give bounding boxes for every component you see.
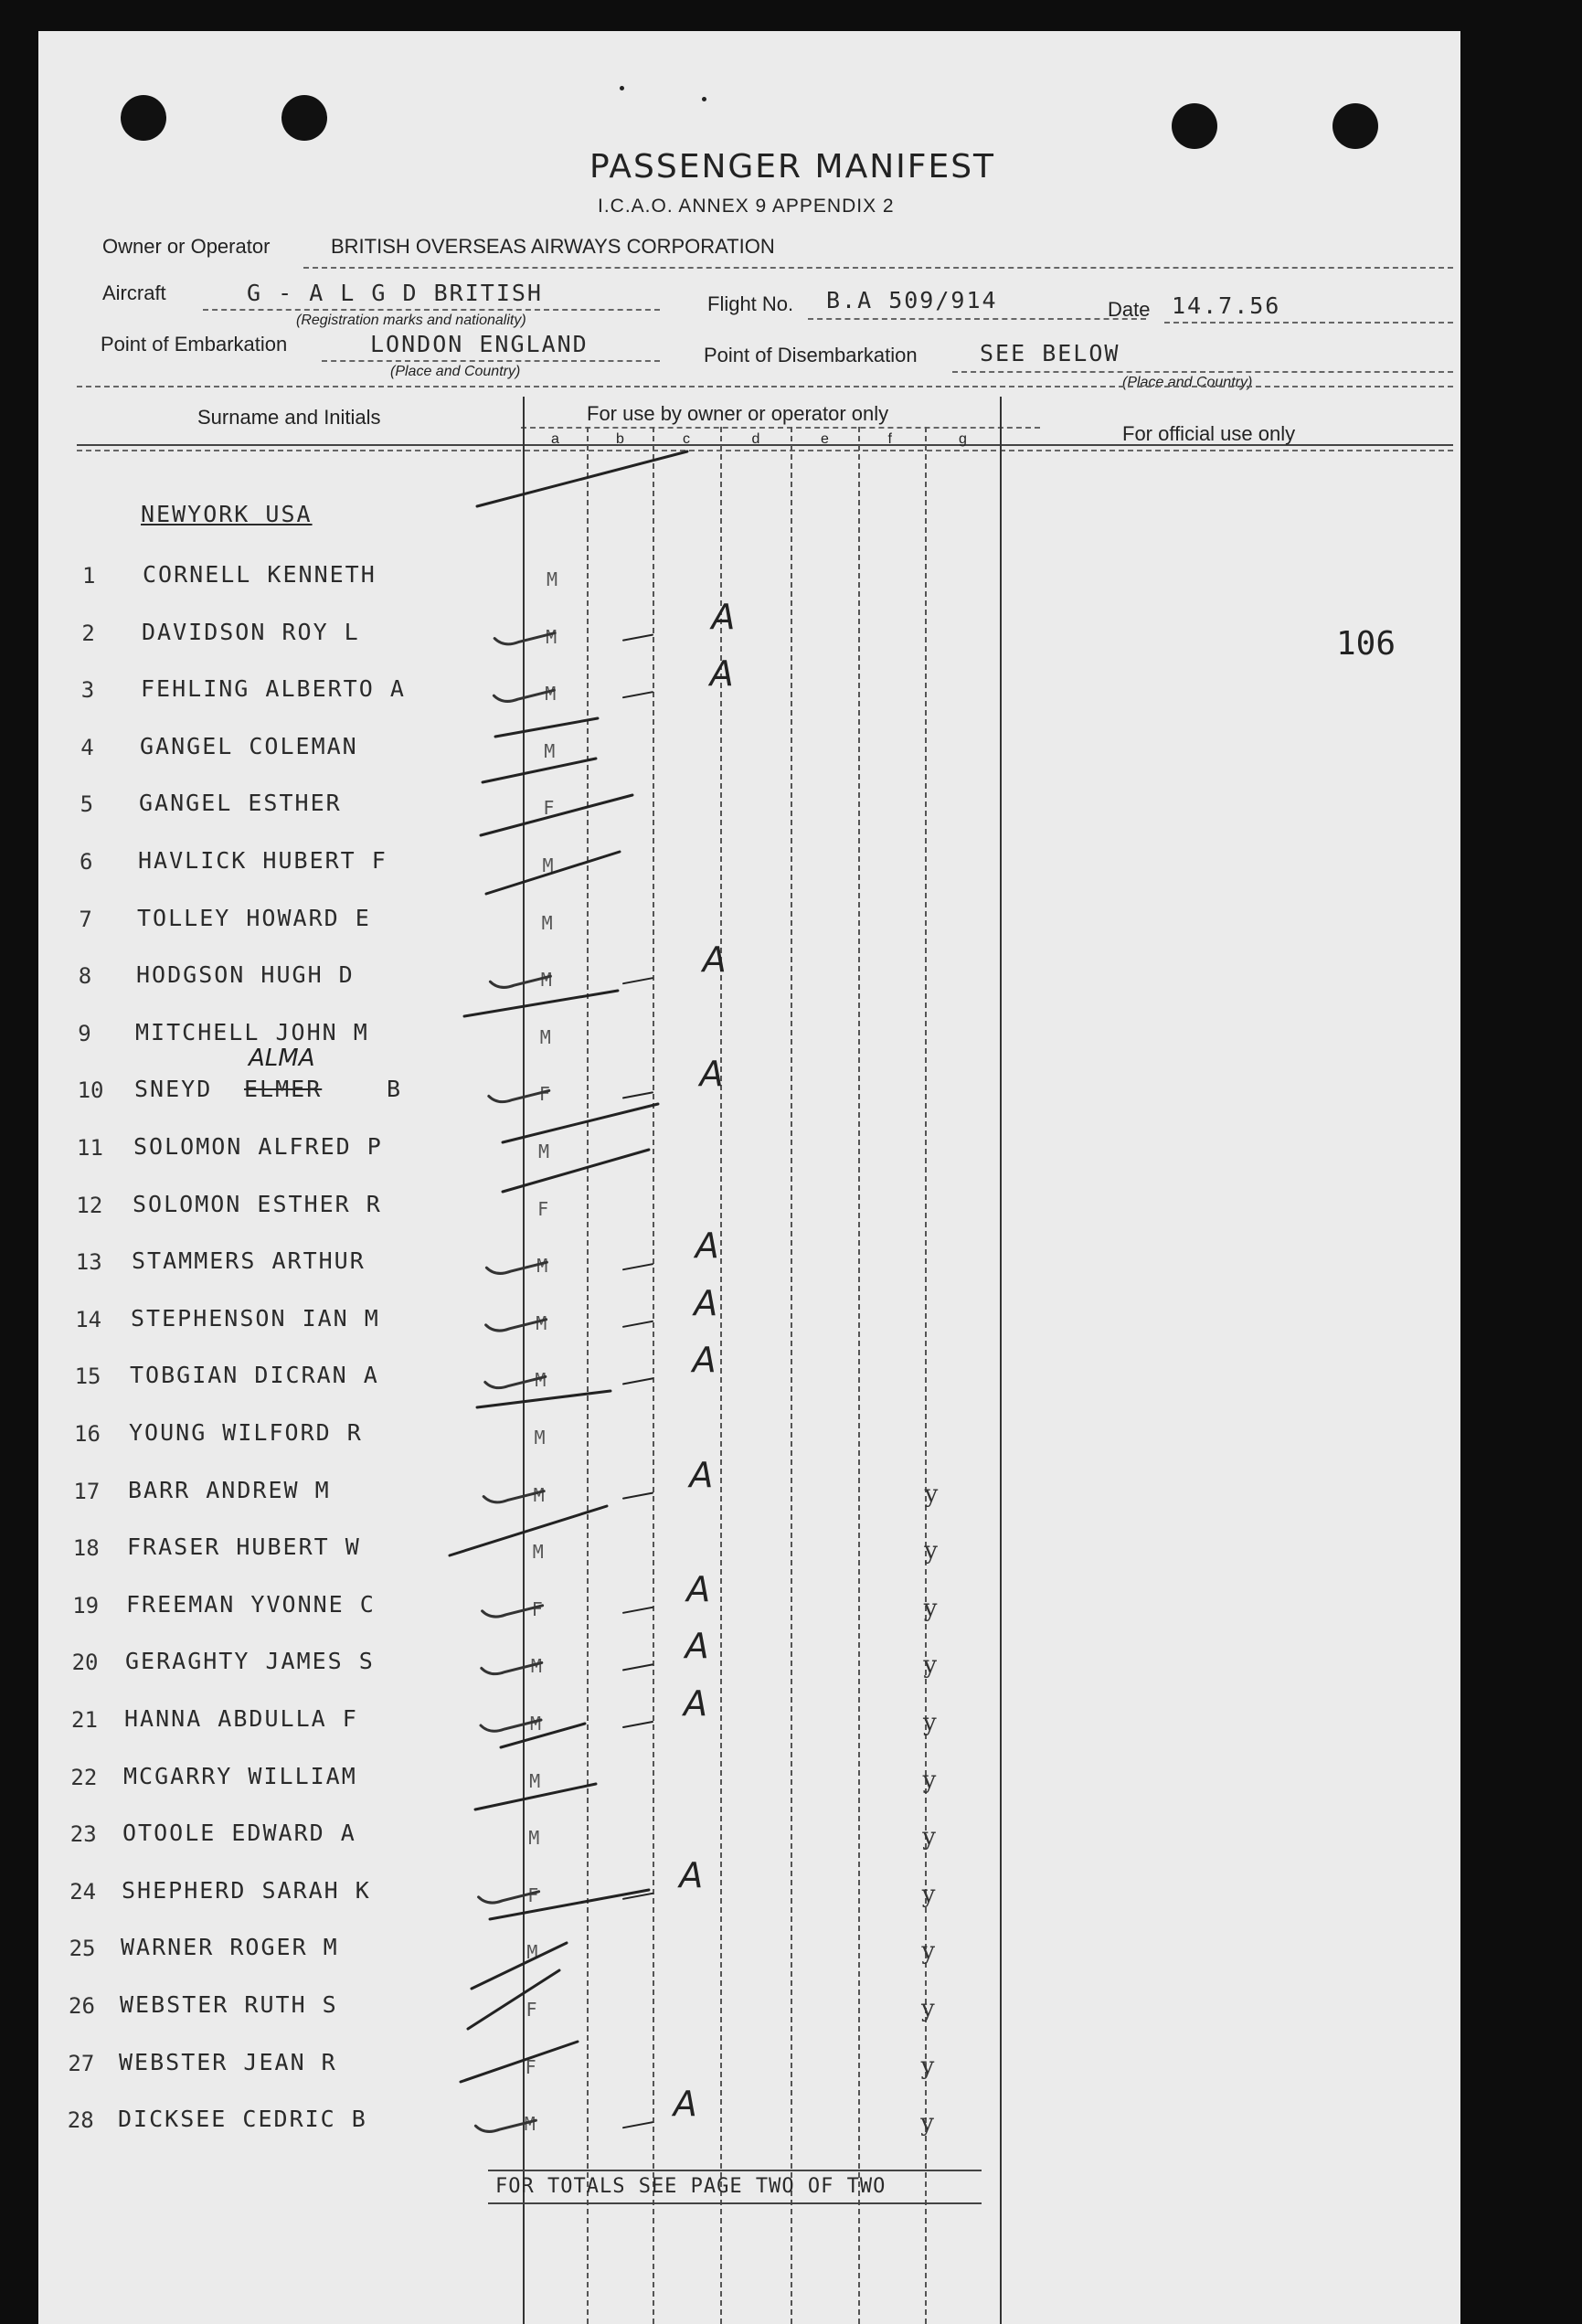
sex-code: M [544, 739, 556, 762]
sex-code: F [526, 1999, 537, 2021]
y-mark: y [920, 2109, 934, 2138]
pen-stroke [623, 1608, 653, 1613]
pen-stroke [468, 1970, 559, 2029]
row-number: 9 [78, 1020, 91, 1046]
tick-mark [483, 1491, 544, 1502]
y-mark: y [924, 1480, 939, 1508]
tick-mark [486, 1262, 547, 1273]
footer-totals: FOR TOTALS SEE PAGE TWO OF TWO [495, 2175, 887, 2198]
owner-label: Owner or Operator [102, 235, 271, 258]
pen-stroke [483, 759, 596, 782]
sex-code: F [531, 1597, 543, 1620]
passenger-name: SOLOMON ALFRED P [133, 1133, 383, 1160]
handwritten-a-mark: A [702, 939, 727, 981]
handwritten-a-mark: A [679, 1854, 704, 1895]
tick-mark [479, 1892, 539, 1903]
passenger-name: GERAGHTY JAMES S [125, 1648, 375, 1675]
row-number: 5 [80, 791, 94, 818]
tick-mark [494, 690, 554, 701]
pen-stroke [477, 451, 687, 506]
sex-code: M [538, 1141, 550, 1162]
sex-code: M [536, 1255, 548, 1278]
passenger-name: HODGSON HUGH D [136, 961, 355, 989]
sub-column-letter: b [616, 431, 624, 447]
row-number: 17 [73, 1478, 101, 1504]
pen-stroke [623, 1092, 653, 1098]
row-number: 20 [71, 1650, 99, 1676]
sex-code: M [546, 625, 557, 648]
row-number: 14 [75, 1306, 102, 1332]
tick-mark [482, 1662, 542, 1673]
handwritten-a-mark: A [685, 1626, 709, 1667]
sub-column-letter: d [751, 431, 760, 447]
embark-value: LONDON ENGLAND [370, 331, 589, 357]
sex-code: M [541, 911, 553, 934]
y-mark: y [922, 1823, 936, 1852]
sex-code: M [524, 2113, 536, 2136]
y-mark: y [924, 1537, 938, 1565]
disembark-note: (Place and Country) [1122, 375, 1253, 390]
passenger-name: TOLLEY HOWARD E [137, 904, 371, 931]
sub-column-letter: e [821, 431, 829, 447]
handwritten-a-mark: A [711, 596, 736, 637]
row-number: 4 [80, 734, 94, 760]
pen-stroke [623, 1722, 653, 1727]
passenger-name: FREEMAN YVONNE C [126, 1590, 376, 1618]
tick-mark [489, 1090, 549, 1101]
passenger-name: OTOOLE EDWARD A [122, 1820, 356, 1847]
passenger-name: MCGARRY WILLIAM [123, 1762, 357, 1789]
surname-header: Surname and Initials [197, 406, 381, 429]
section-heading: NEWYORK USA [141, 501, 313, 527]
pen-stroke [503, 1150, 649, 1192]
pen-stroke [461, 2042, 578, 2082]
row-number: 25 [69, 1936, 96, 1962]
sex-code: M [539, 1025, 551, 1048]
row-number: 6 [80, 849, 93, 875]
sex-code: M [547, 568, 558, 590]
handwritten-a-mark: A [695, 1226, 719, 1267]
passenger-name: HAVLICK HUBERT F [138, 847, 388, 874]
passenger-name: HANNA ABDULLA F [124, 1705, 358, 1732]
tick-mark [490, 976, 550, 987]
row-number: 24 [69, 1878, 97, 1905]
handwritten-a-mark: A [689, 1454, 714, 1495]
manifest-title: PASSENGER MANIFEST [589, 148, 996, 186]
row-number: 18 [72, 1535, 100, 1562]
sex-code: M [526, 1941, 538, 1964]
handwritten-a-mark: A [684, 1683, 707, 1724]
row-number: 1 [82, 563, 96, 589]
passenger-name: SOLOMON ESTHER R [133, 1190, 382, 1217]
official-header: For official use only [1122, 422, 1296, 445]
pen-stroke [472, 1943, 567, 1989]
passenger-name: BARR ANDREW M [128, 1476, 331, 1503]
y-mark: y [922, 1766, 937, 1794]
row-number: 3 [80, 677, 95, 704]
sex-code: M [529, 1769, 541, 1792]
pen-stroke [490, 1890, 649, 1919]
sex-code: F [538, 1083, 550, 1106]
passenger-name: MITCHELL JOHN M [135, 1018, 369, 1045]
tick-mark [481, 1720, 541, 1731]
y-mark: y [923, 1709, 937, 1736]
struck-given-name: ELMER [244, 1076, 323, 1103]
row-number: 13 [75, 1249, 102, 1276]
row-number: 27 [68, 2050, 95, 2076]
y-mark: y [923, 1651, 938, 1680]
registration-note: (Registration marks and nationality) [296, 313, 526, 328]
sex-code: M [540, 969, 552, 992]
manifest-page [38, 31, 1460, 2324]
passenger-name: GANGEL COLEMAN [140, 732, 358, 759]
sex-code: M [530, 1713, 542, 1735]
sex-code: F [527, 1884, 539, 1906]
row-number: 12 [76, 1192, 103, 1218]
sex-code: M [533, 1483, 545, 1506]
pen-stroke [623, 1378, 653, 1384]
row-number: 7 [79, 906, 92, 932]
handwritten-a-mark: A [699, 1054, 724, 1095]
tick-mark [486, 1320, 547, 1331]
operator-header: For use by owner or operator only [587, 402, 889, 425]
y-mark: y [921, 1880, 936, 1908]
pen-stroke [623, 2122, 653, 2128]
handwritten-a-mark: A [673, 2084, 697, 2125]
row-number: 23 [69, 1821, 97, 1848]
handwritten-marks [38, 31, 1460, 2324]
sub-column-letter: f [887, 431, 892, 447]
tick-mark [485, 1376, 546, 1387]
sex-code: M [535, 1369, 547, 1392]
tick-mark [483, 1606, 543, 1617]
sex-code: M [528, 1827, 540, 1850]
pen-stroke [623, 978, 653, 983]
date-value: 14.7.56 [1172, 292, 1281, 319]
sex-code: M [536, 1311, 547, 1334]
handwritten-a-mark: A [692, 1340, 717, 1381]
sex-code: M [530, 1655, 542, 1678]
aircraft-value: G - A L G D BRITISH [247, 280, 543, 306]
tick-mark [475, 2120, 536, 2131]
passenger-initial: B [387, 1076, 403, 1103]
flight-label: Flight No. [707, 292, 794, 315]
sex-code: M [532, 1541, 544, 1564]
flight-value: B.A 509/914 [826, 287, 998, 313]
pen-stroke [623, 1493, 653, 1499]
date-label: Date [1108, 298, 1151, 321]
sex-code: M [534, 1427, 546, 1449]
sex-code: F [525, 2055, 536, 2078]
passenger-name: STAMMERS ARTHUR [132, 1247, 366, 1275]
y-mark: y [921, 1937, 936, 1966]
passenger-name: TOBGIAN DICRAN A [130, 1362, 379, 1389]
pen-stroke [450, 1506, 607, 1555]
pen-stroke [486, 852, 620, 894]
y-mark: y [921, 1995, 935, 2022]
sex-code: M [542, 854, 554, 876]
pen-stroke [477, 1391, 611, 1407]
passenger-name: DAVIDSON ROY L [142, 618, 360, 645]
pen-stroke [475, 1784, 596, 1809]
y-mark: y [923, 1594, 938, 1622]
row-number: 15 [74, 1364, 101, 1390]
passenger-name: WEBSTER RUTH S [120, 1991, 338, 2018]
pen-stroke [495, 718, 598, 737]
sub-column-letter: g [959, 431, 967, 447]
embark-label: Point of Embarkation [101, 333, 288, 355]
sub-column-letter: c [683, 431, 690, 447]
passenger-name: SHEPHERD SARAH K [122, 1876, 371, 1904]
pen-stroke [481, 795, 632, 835]
row-number: 19 [72, 1592, 100, 1618]
row-number: 8 [78, 963, 92, 990]
row-number: 28 [67, 2107, 94, 2134]
pen-stroke [623, 1321, 653, 1327]
passenger-name: FRASER HUBERT W [127, 1533, 361, 1561]
sex-code: F [537, 1197, 549, 1220]
pen-stroke [623, 635, 653, 641]
y-mark: y [920, 2052, 935, 2080]
pen-stroke [623, 1264, 653, 1269]
handwritten-correction: ALMA [249, 1045, 315, 1073]
sex-code: M [545, 683, 557, 706]
passenger-name: GANGEL ESTHER [139, 790, 342, 817]
manifest-subtitle: I.C.A.O. ANNEX 9 APPENDIX 2 [598, 196, 895, 217]
row-number: 26 [69, 1993, 95, 2019]
passenger-name: WEBSTER JEAN R [119, 2048, 337, 2075]
aircraft-label: Aircraft [102, 281, 166, 304]
row-number: 22 [70, 1764, 98, 1790]
handwritten-a-mark: A [709, 653, 734, 695]
passenger-name: DICKSEE CEDRIC B [118, 2106, 367, 2133]
owner-value: BRITISH OVERSEAS AIRWAYS CORPORATION [331, 235, 775, 258]
embark-note: (Place and Country) [390, 364, 521, 379]
row-number: 11 [77, 1135, 103, 1161]
row-number: 16 [74, 1421, 101, 1447]
handwritten-a-mark: A [694, 1282, 718, 1323]
passenger-name: FEHLING ALBERTO A [141, 675, 406, 703]
passenger-name: WARNER ROGER M [121, 1934, 339, 1961]
disembark-value: SEE BELOW [980, 340, 1120, 366]
disembark-label: Point of Disembarkation [704, 344, 918, 366]
row-number: 2 [81, 620, 95, 646]
sub-column-letter: a [551, 431, 559, 447]
row-number: 21 [71, 1707, 98, 1733]
passenger-name: YOUNG WILFORD R [129, 1419, 363, 1446]
passenger-name: CORNELL KENNETH [143, 561, 377, 588]
sex-code: F [543, 797, 555, 820]
pen-stroke [503, 1104, 658, 1142]
pen-stroke [623, 692, 653, 697]
tick-mark [494, 633, 555, 644]
passenger-name: SNEYD [134, 1076, 213, 1103]
pen-stroke [464, 991, 618, 1016]
page-number: 106 [1336, 625, 1396, 663]
passenger-name: STEPHENSON IAN M [131, 1304, 380, 1332]
pen-stroke [623, 1664, 653, 1670]
handwritten-a-mark: A [686, 1568, 711, 1609]
row-number: 10 [77, 1077, 104, 1104]
